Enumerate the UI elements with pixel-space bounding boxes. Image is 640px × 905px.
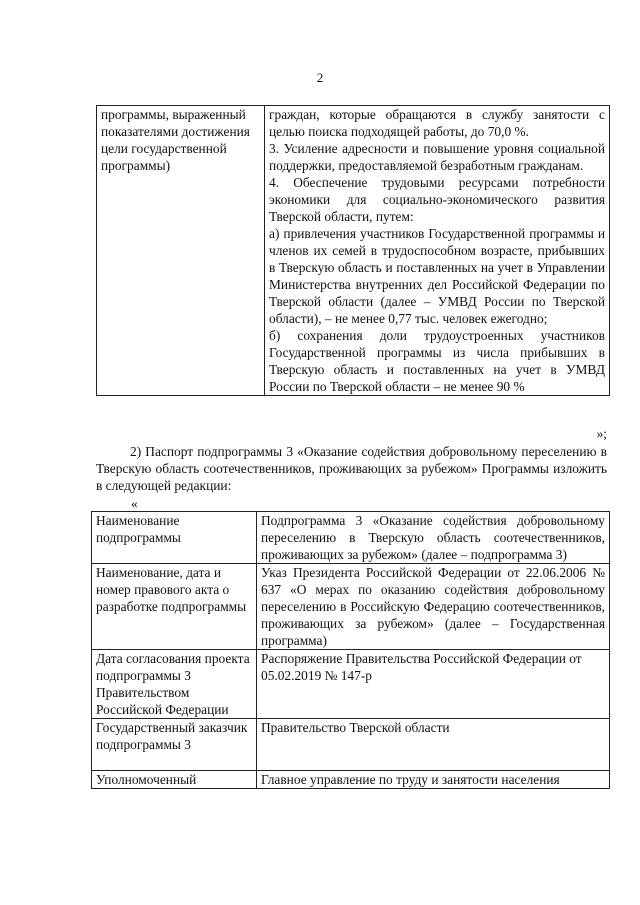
- value-paragraph: 3. Усиление адресности и повышение уровня социальной поддержки, предоставляемой безработным гражданам.: [269, 141, 605, 173]
- value-paragraph: а) привлечения участников Государственной программы и членов их семей в трудоспособном возрасте, прибывших в Тверскую область и поставленных на учет в Управлении Министерства внутренних дел Российской Федерации по Тверской области (далее – УМВД России по Тверской области), – не менее 0,77 тыс. человек ежегодно;: [269, 226, 605, 326]
- table-row: [97, 106, 610, 396]
- opening-quote-mark: «: [131, 496, 138, 511]
- table-row: [92, 771, 610, 789]
- value-paragraph: 4. Обеспечение трудовыми ресурсами потребности экономики для социально-экономического развития Тверской области, путем:: [269, 175, 605, 224]
- table-row: [92, 512, 610, 564]
- table-row: [92, 650, 610, 719]
- table-cell-label: Дата согласования проекта подпрограммы 3 Правительством Российской Федерации: [92, 650, 257, 719]
- table-cell-label: Государственный заказчик подпрограммы 3: [92, 719, 257, 771]
- table-cell-value: Правительство Тверской области: [257, 719, 610, 771]
- table-cell-value: Главное управление по труду и занятости населения: [257, 771, 610, 789]
- closing-quote-mark: »;: [596, 426, 607, 441]
- table-cell-label: [97, 106, 265, 396]
- amendment-paragraph: 2) Паспорт подпрограммы 3 «Оказание содействия добровольному переселению в Тверскую область соотечественников, проживающих за рубежом» Программы изложить в следующей редакции:: [96, 444, 607, 493]
- table-cell-label: Наименование подпрограммы: [92, 512, 257, 564]
- value-paragraph: граждан, которые обращаются в службу занятости с целью поиска подходящей работы, до 70,0 %.: [269, 107, 605, 139]
- table-cell-value: Подпрограмма 3 «Оказание содействия добровольному переселению в Тверскую область соотечественников, проживающих за рубежом» (далее – подпрограмма 3): [257, 512, 610, 564]
- label-text: программы, выраженный показателями достижения цели государственной программы): [101, 107, 250, 173]
- page-number: 2: [316, 70, 324, 85]
- table-cell-value: [265, 106, 610, 396]
- table-cell-label: Уполномоченный: [92, 771, 257, 789]
- value-paragraph: б) сохранения доли трудоустроенных участников Государственной программы из числа прибывших в Тверскую область и поставленных на учет в УМВД России по Тверской области – не менее 90 %: [269, 328, 605, 394]
- goals-table-continuation: [96, 105, 610, 396]
- table-row: [92, 564, 610, 650]
- table-cell-label: Наименование, дата и номер правового акта о разработке подпрограммы: [92, 564, 257, 650]
- table-cell-value: Распоряжение Правительства Российской Федерации от 05.02.2019 № 147-р: [257, 650, 610, 719]
- subprogram-passport-table: [91, 511, 610, 789]
- table-row: [92, 719, 610, 771]
- table-cell-value: Указ Президента Российской Федерации от 22.06.2006 № 637 «О мерах по оказанию содействия добровольному переселению в Российскую Федерацию соотечественников, проживающих за рубежом» (далее – Государственная программа): [257, 564, 610, 650]
